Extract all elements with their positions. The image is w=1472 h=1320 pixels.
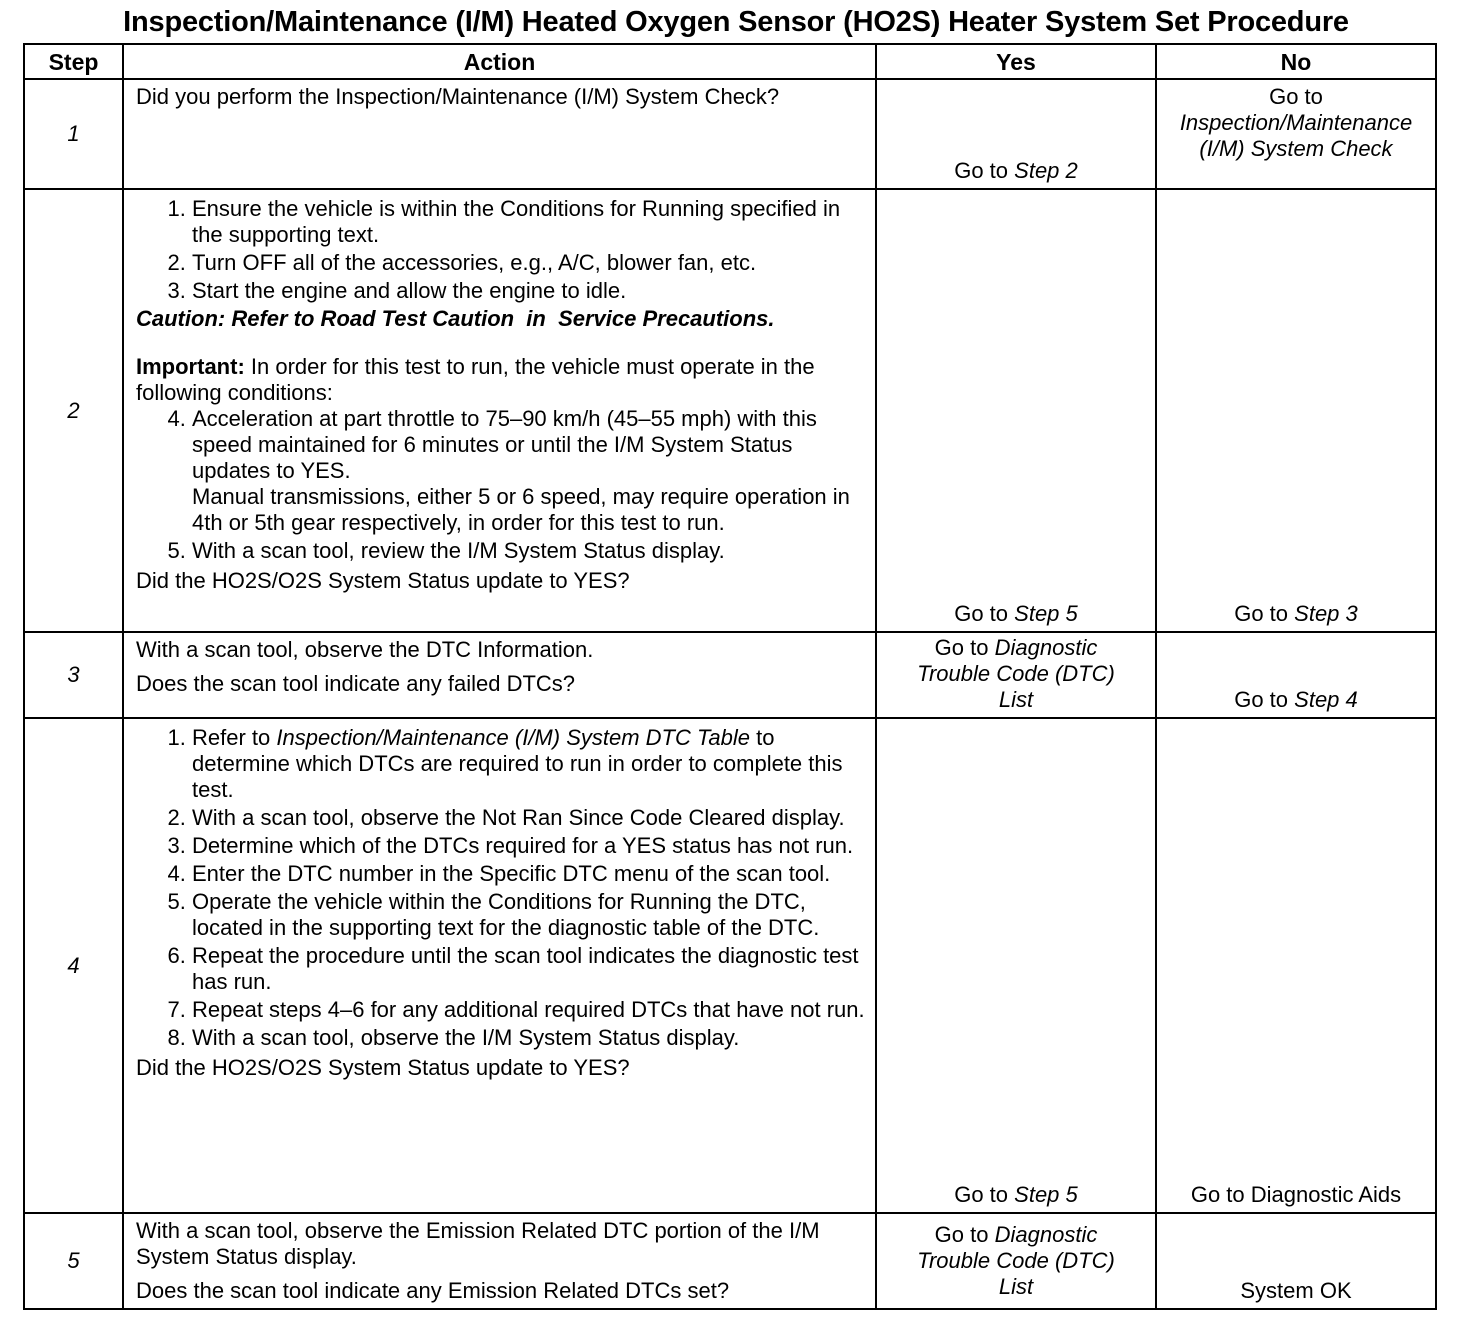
header-step: Step bbox=[24, 44, 123, 79]
instruction-list bbox=[136, 406, 867, 564]
list-item-text: to determine which DTCs are required to run in order to complete this test. bbox=[192, 725, 843, 802]
step-question: Did the HO2S/O2S System Status update to YES? bbox=[136, 568, 630, 593]
step-question: Did the HO2S/O2S System Status update to YES? bbox=[136, 1055, 630, 1080]
step-instruction: With a scan tool, observe the DTC Information. bbox=[136, 637, 594, 662]
dtc-table-link[interactable]: Inspection/Maintenance (I/M) System DTC Table bbox=[276, 725, 750, 750]
action-cell bbox=[123, 1213, 876, 1309]
important-note bbox=[136, 354, 867, 406]
list-item-note: Manual transmissions, either 5 or 6 speed, may require operation in 4th or 5th gear respectively, in order for this test to run. bbox=[192, 484, 850, 535]
page-title: Inspection/Maintenance (I/M) Heated Oxygen Sensor (HO2S) Heater System Set Procedure bbox=[123, 6, 1349, 38]
system-ok-text: System OK bbox=[1240, 1278, 1352, 1303]
step-instruction: With a scan tool, observe the Emission Related DTC portion of the I/M System Status display. bbox=[136, 1218, 820, 1269]
header-yes: Yes bbox=[876, 44, 1156, 79]
go-to-text: Go to bbox=[1234, 687, 1289, 712]
no-cell[interactable] bbox=[1156, 79, 1436, 189]
list-item-text: 4. Acceleration at part throttle to 75–90 km/h (45–55 mph) with this speed maintained for 6 minutes or until the I/M System Status updates to YES. bbox=[192, 406, 817, 483]
no-link[interactable]: Inspection/Maintenance (I/M) System Check bbox=[1179, 110, 1413, 161]
instruction-list bbox=[136, 725, 867, 1051]
action-cell bbox=[123, 79, 876, 189]
no-cell[interactable] bbox=[1156, 189, 1436, 632]
action-cell bbox=[123, 189, 876, 632]
no-link[interactable]: Step 3 bbox=[1294, 601, 1358, 626]
no-cell[interactable] bbox=[1156, 632, 1436, 718]
table-row bbox=[24, 189, 1436, 632]
table-row bbox=[24, 79, 1436, 189]
list-item: 6. Repeat the procedure until the scan tool indicates the diagnostic test has run. bbox=[192, 943, 867, 995]
table-header-row bbox=[24, 44, 1436, 79]
list-item bbox=[192, 725, 867, 803]
go-to-text: Go to bbox=[1269, 84, 1323, 109]
list-item bbox=[192, 406, 867, 536]
list-item: 5. With a scan tool, review the I/M System Status display. bbox=[192, 538, 867, 564]
go-to-text: Go to bbox=[934, 635, 989, 660]
list-item: 2. Turn OFF all of the accessories, e.g., A/C, blower fan, etc. bbox=[192, 250, 867, 276]
go-to-text: Go to bbox=[954, 601, 1009, 626]
list-item: 2. With a scan tool, observe the Not Ran Since Code Cleared display. bbox=[192, 805, 867, 831]
no-cell[interactable] bbox=[1156, 718, 1436, 1213]
no-cell[interactable] bbox=[1156, 1213, 1436, 1309]
yes-cell[interactable] bbox=[876, 1213, 1156, 1309]
go-to-text: Go to bbox=[934, 1222, 989, 1247]
caution-note: Caution: Refer to Road Test Caution in Service Precautions. bbox=[136, 306, 775, 331]
procedure-table bbox=[23, 43, 1437, 1310]
instruction-list bbox=[136, 196, 867, 304]
list-item: 3. Start the engine and allow the engine to idle. bbox=[192, 278, 867, 304]
list-item: 7. Repeat steps 4–6 for any additional required DTCs that have not run. bbox=[192, 997, 867, 1023]
header-action: Action bbox=[123, 44, 876, 79]
list-item: 1. Ensure the vehicle is within the Conditions for Running specified in the supporting text. bbox=[192, 196, 867, 248]
table-row bbox=[24, 632, 1436, 718]
go-to-text: Go to bbox=[1234, 601, 1289, 626]
yes-link[interactable]: Step 5 bbox=[1014, 1182, 1078, 1207]
yes-link[interactable]: Diagnostic Trouble Code (DTC) List bbox=[917, 1222, 1115, 1299]
step-number: 5 bbox=[24, 1213, 123, 1309]
go-to-text: Go to bbox=[954, 1182, 1009, 1207]
list-item: 3. Determine which of the DTCs required for a YES status has not run. bbox=[192, 833, 867, 859]
yes-cell[interactable] bbox=[876, 718, 1156, 1213]
yes-link[interactable]: Step 2 bbox=[1014, 158, 1078, 183]
list-item: 5. Operate the vehicle within the Conditions for Running the DTC, located in the supporting text for the diagnostic table of the DTC. bbox=[192, 889, 867, 941]
list-item-text: Refer to bbox=[192, 725, 271, 750]
step-number: 1 bbox=[24, 79, 123, 189]
yes-link[interactable]: Diagnostic Trouble Code (DTC) List bbox=[917, 635, 1115, 712]
step-number: 4 bbox=[24, 718, 123, 1213]
important-label: Important: bbox=[136, 354, 245, 379]
yes-cell[interactable] bbox=[876, 189, 1156, 632]
list-item: 4. Enter the DTC number in the Specific DTC menu of the scan tool. bbox=[192, 861, 867, 887]
step-question: Does the scan tool indicate any Emission Related DTCs set? bbox=[136, 1278, 730, 1303]
step-number: 3 bbox=[24, 632, 123, 718]
step-question: Did you perform the Inspection/Maintenance (I/M) System Check? bbox=[136, 84, 780, 109]
table-row bbox=[24, 718, 1436, 1213]
header-no: No bbox=[1156, 44, 1436, 79]
action-cell bbox=[123, 718, 876, 1213]
important-text: In order for this test to run, the vehicle must operate in the following conditions: bbox=[136, 354, 815, 405]
no-link[interactable]: Step 4 bbox=[1294, 687, 1358, 712]
action-cell bbox=[123, 632, 876, 718]
step-question: Does the scan tool indicate any failed DTCs? bbox=[136, 671, 576, 696]
list-item: 8. With a scan tool, observe the I/M System Status display. bbox=[192, 1025, 867, 1051]
yes-cell[interactable] bbox=[876, 79, 1156, 189]
table-row bbox=[24, 1213, 1436, 1309]
go-to-text: Go to bbox=[954, 158, 1009, 183]
yes-link[interactable]: Step 5 bbox=[1014, 601, 1078, 626]
yes-cell[interactable] bbox=[876, 632, 1156, 718]
no-link[interactable]: Go to Diagnostic Aids bbox=[1190, 1182, 1402, 1207]
step-number: 2 bbox=[24, 189, 123, 632]
